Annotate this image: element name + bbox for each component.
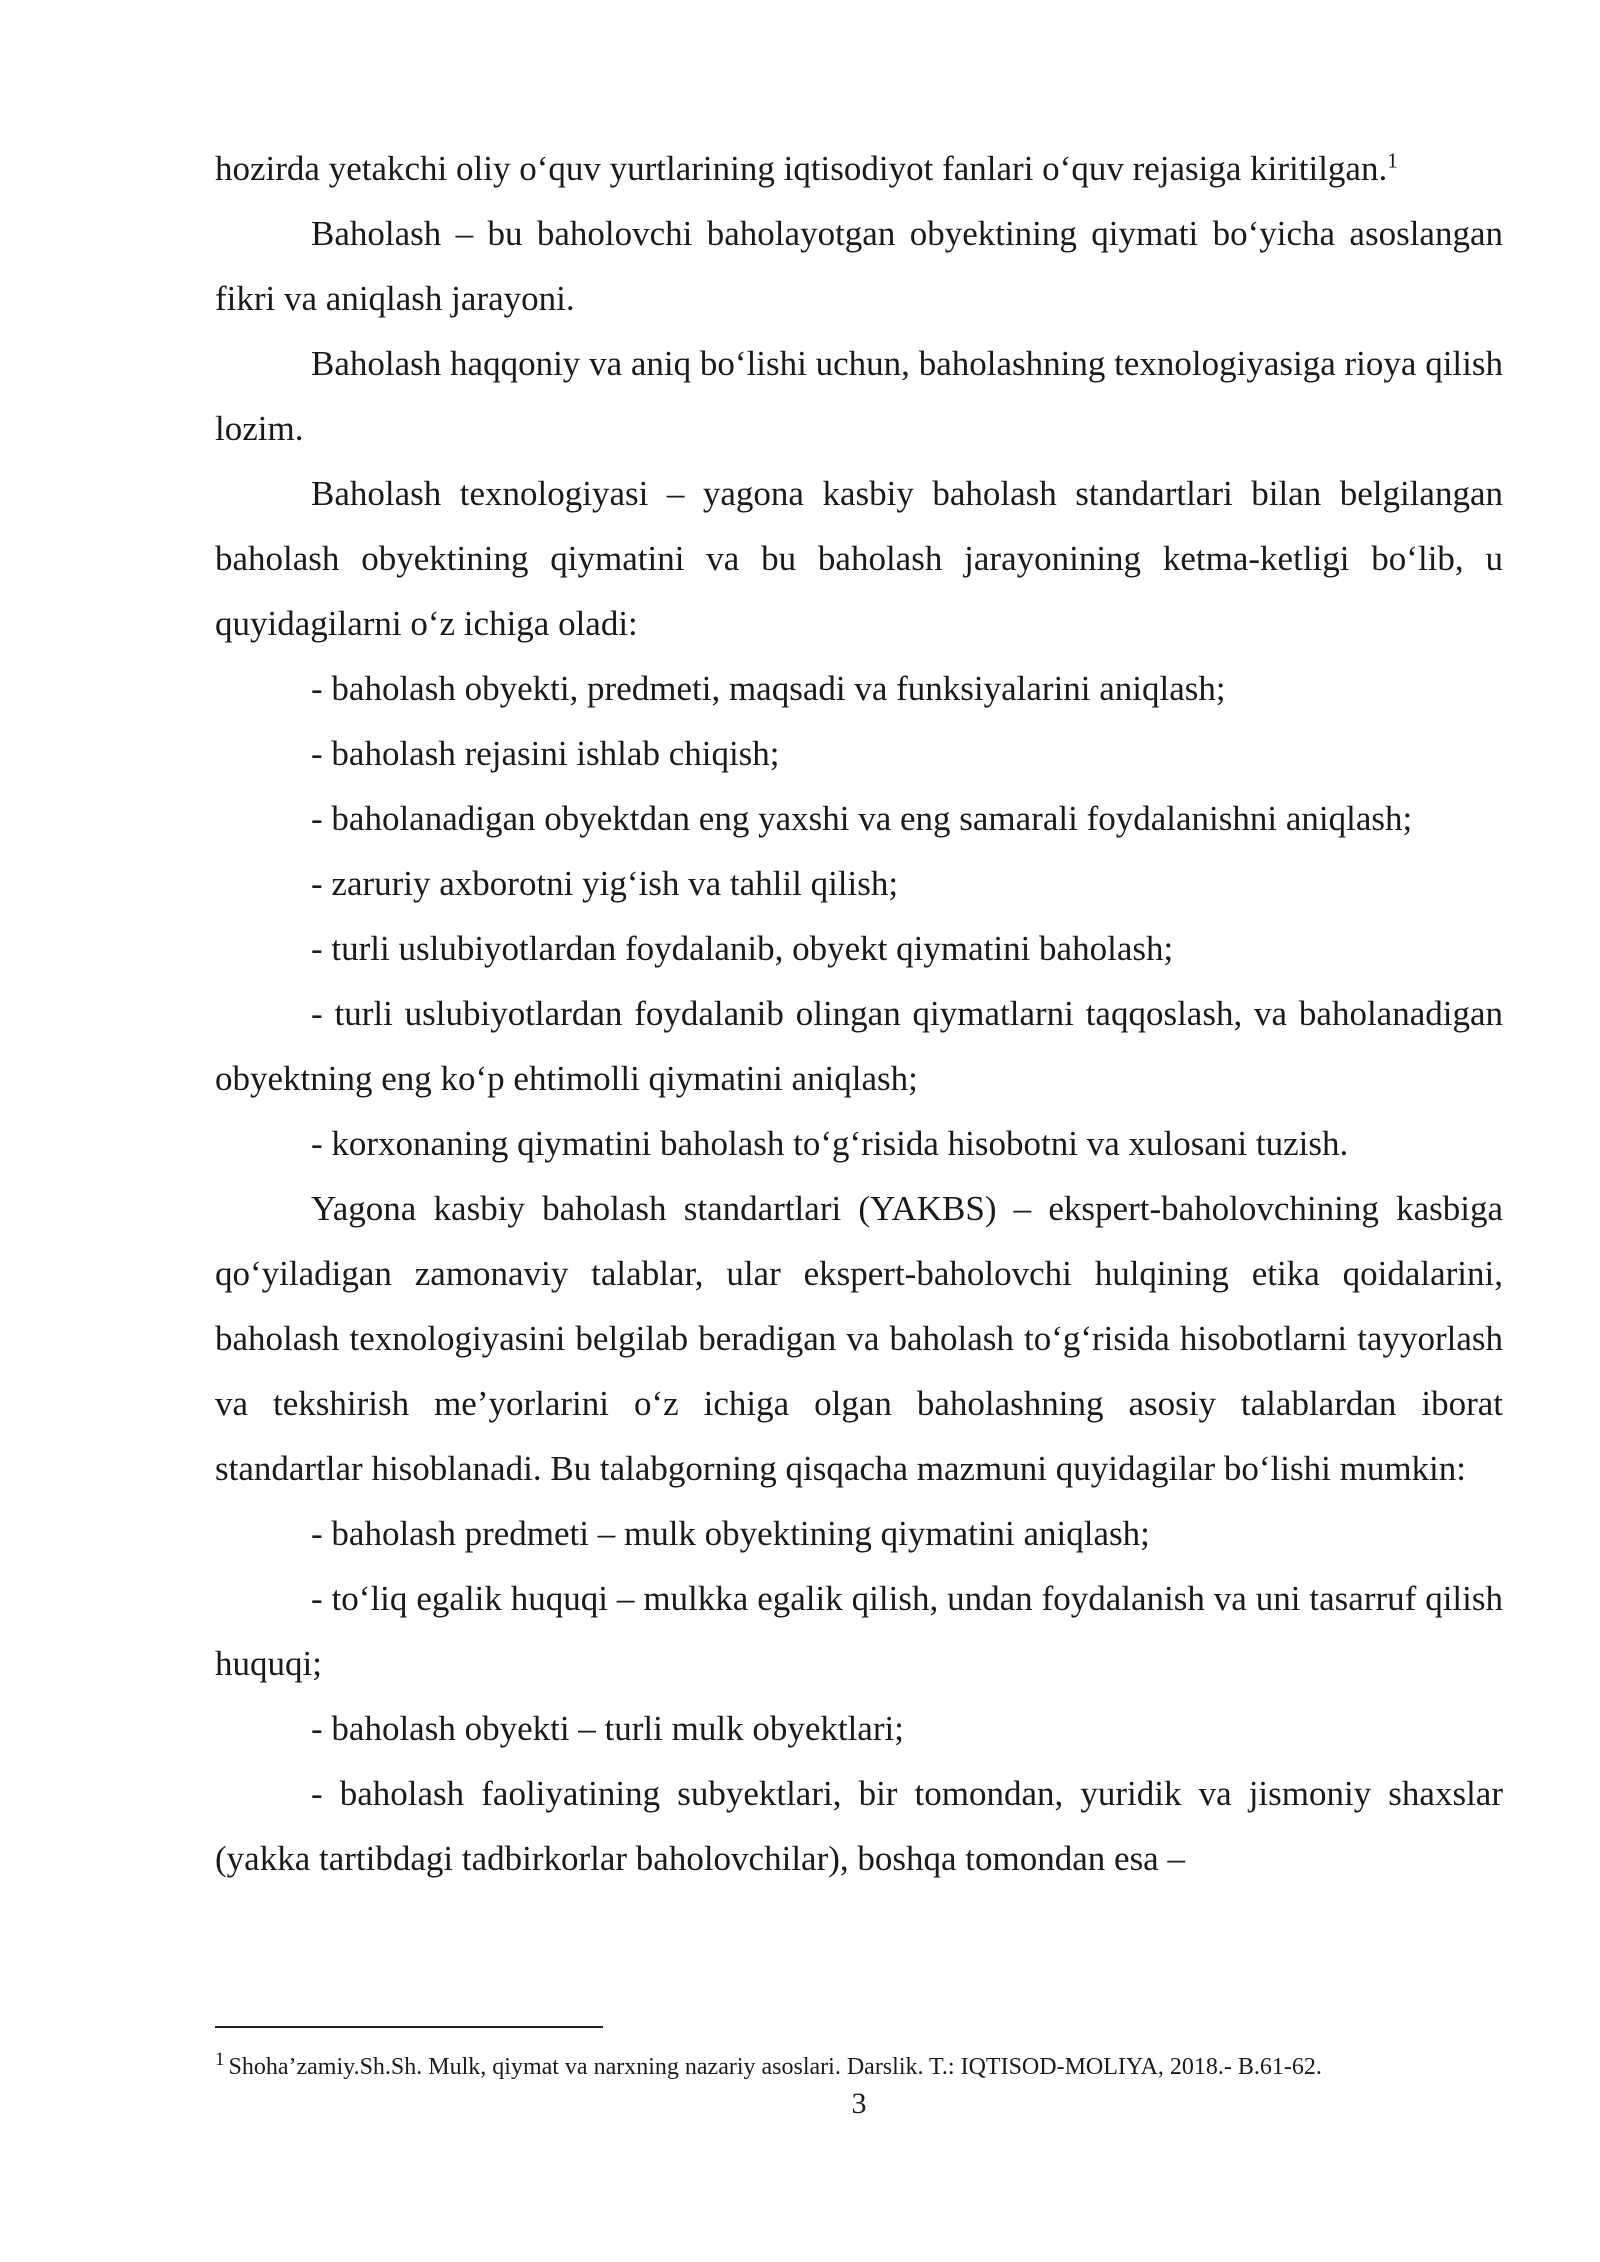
list-item: - baholash obyekti, predmeti, maqsadi va funksiyalarini aniqlash; [311, 669, 1226, 708]
page-number: 3 [851, 2087, 867, 2120]
list-item: - turli uslubiyotlardan foydalanib olingan qiymatlarni taqqoslash, va baholanadigan obyektning eng ko‘p ehtimolli qiymatini aniqlash; [215, 994, 1503, 1098]
footnote-separator [215, 2026, 603, 2028]
footnote [215, 2050, 1515, 2084]
list-item: - turli uslubiyotlardan foydalanib, obyekt qiymatini baholash; [311, 929, 1174, 968]
list-item: - to‘liq egalik huquqi – mulkka egalik qilish, undan foydalanish va uni tasarruf qilish huquqi; [215, 1579, 1503, 1683]
paragraph-baholash-requirement: Baholash haqqoniy va aniq bo‘lishi uchun, baholashning texnologiyasiga rioya qilish lozim. [215, 344, 1503, 448]
footnote-mark: 1 [215, 2049, 225, 2070]
paragraph-intro: hozirda yetakchi oliy o‘quv yurtlarining iqtisodiyot fanlari o‘quv rejasiga kiritilgan.$^1$ [215, 148, 1398, 188]
list-item: - baholash rejasini ishlab chiqish; [311, 734, 780, 773]
paragraph-technology-definition: Baholash texnologiyasi – yagona kasbiy baholash standartlari bilan belgilangan baholash obyektining qiymatini va bu baholash jarayonining ketma-ketligi bo‘lib, u quyidagilarni o‘z ichiga oladi: [215, 474, 1503, 643]
footnote-text: Shoha’zamiy.Sh.Sh. Mulk, qiymat va narxning nazariy asoslari. Darslik. T.: IQTISOD-MOLIYA, 2018.- B.61-62. [228, 2054, 1322, 2080]
footnote-reference: 1 [1387, 148, 1398, 173]
body-text [215, 136, 1503, 1891]
list-item: - baholash predmeti – mulk obyektining qiymatini aniqlash; [311, 1514, 1150, 1553]
paragraph-yakbs-definition: Yagona kasbiy baholash standartlari (YAKBS) – ekspert-baholovchining kasbiga qo‘yiladigan zamonaviy talablar, ular ekspert-baholovchi hulqining etika qoidalarini, baholash texnologiyasini belgilab beradigan va baholash to‘g‘risida hisobotlarni tayyorlash va tekshirish me’yorlarini o‘z ichiga olgan baholashning asosiy talablardan iborat standartlar hisoblanadi. Bu talabgorning qisqacha mazmuni quyidagilar bo‘lishi mumkin: [215, 1189, 1503, 1488]
list-item: - baholanadigan obyektdan eng yaxshi va eng samarali foydalanishni aniqlash; [311, 799, 1413, 838]
paragraph-baholash-definition: Baholash – bu baholovchi baholayotgan obyektining qiymati bo‘yicha asoslangan fikri va aniqlash jarayoni. [215, 214, 1503, 318]
list-item: - baholash faoliyatining subyektlari, bir tomondan, yuridik va jismoniy shaxslar (yakka tartibdagi tadbirkorlar baholovchilar), boshqa tomondan esa – [215, 1774, 1503, 1878]
list-item: - baholash obyekti – turli mulk obyektlari; [311, 1709, 904, 1748]
list-item: - korxonaning qiymatini baholash to‘g‘risida hisobotni va xulosani tuzish. [311, 1124, 1349, 1163]
list-item: - zaruriy axborotni yig‘ish va tahlil qilish; [311, 864, 899, 903]
